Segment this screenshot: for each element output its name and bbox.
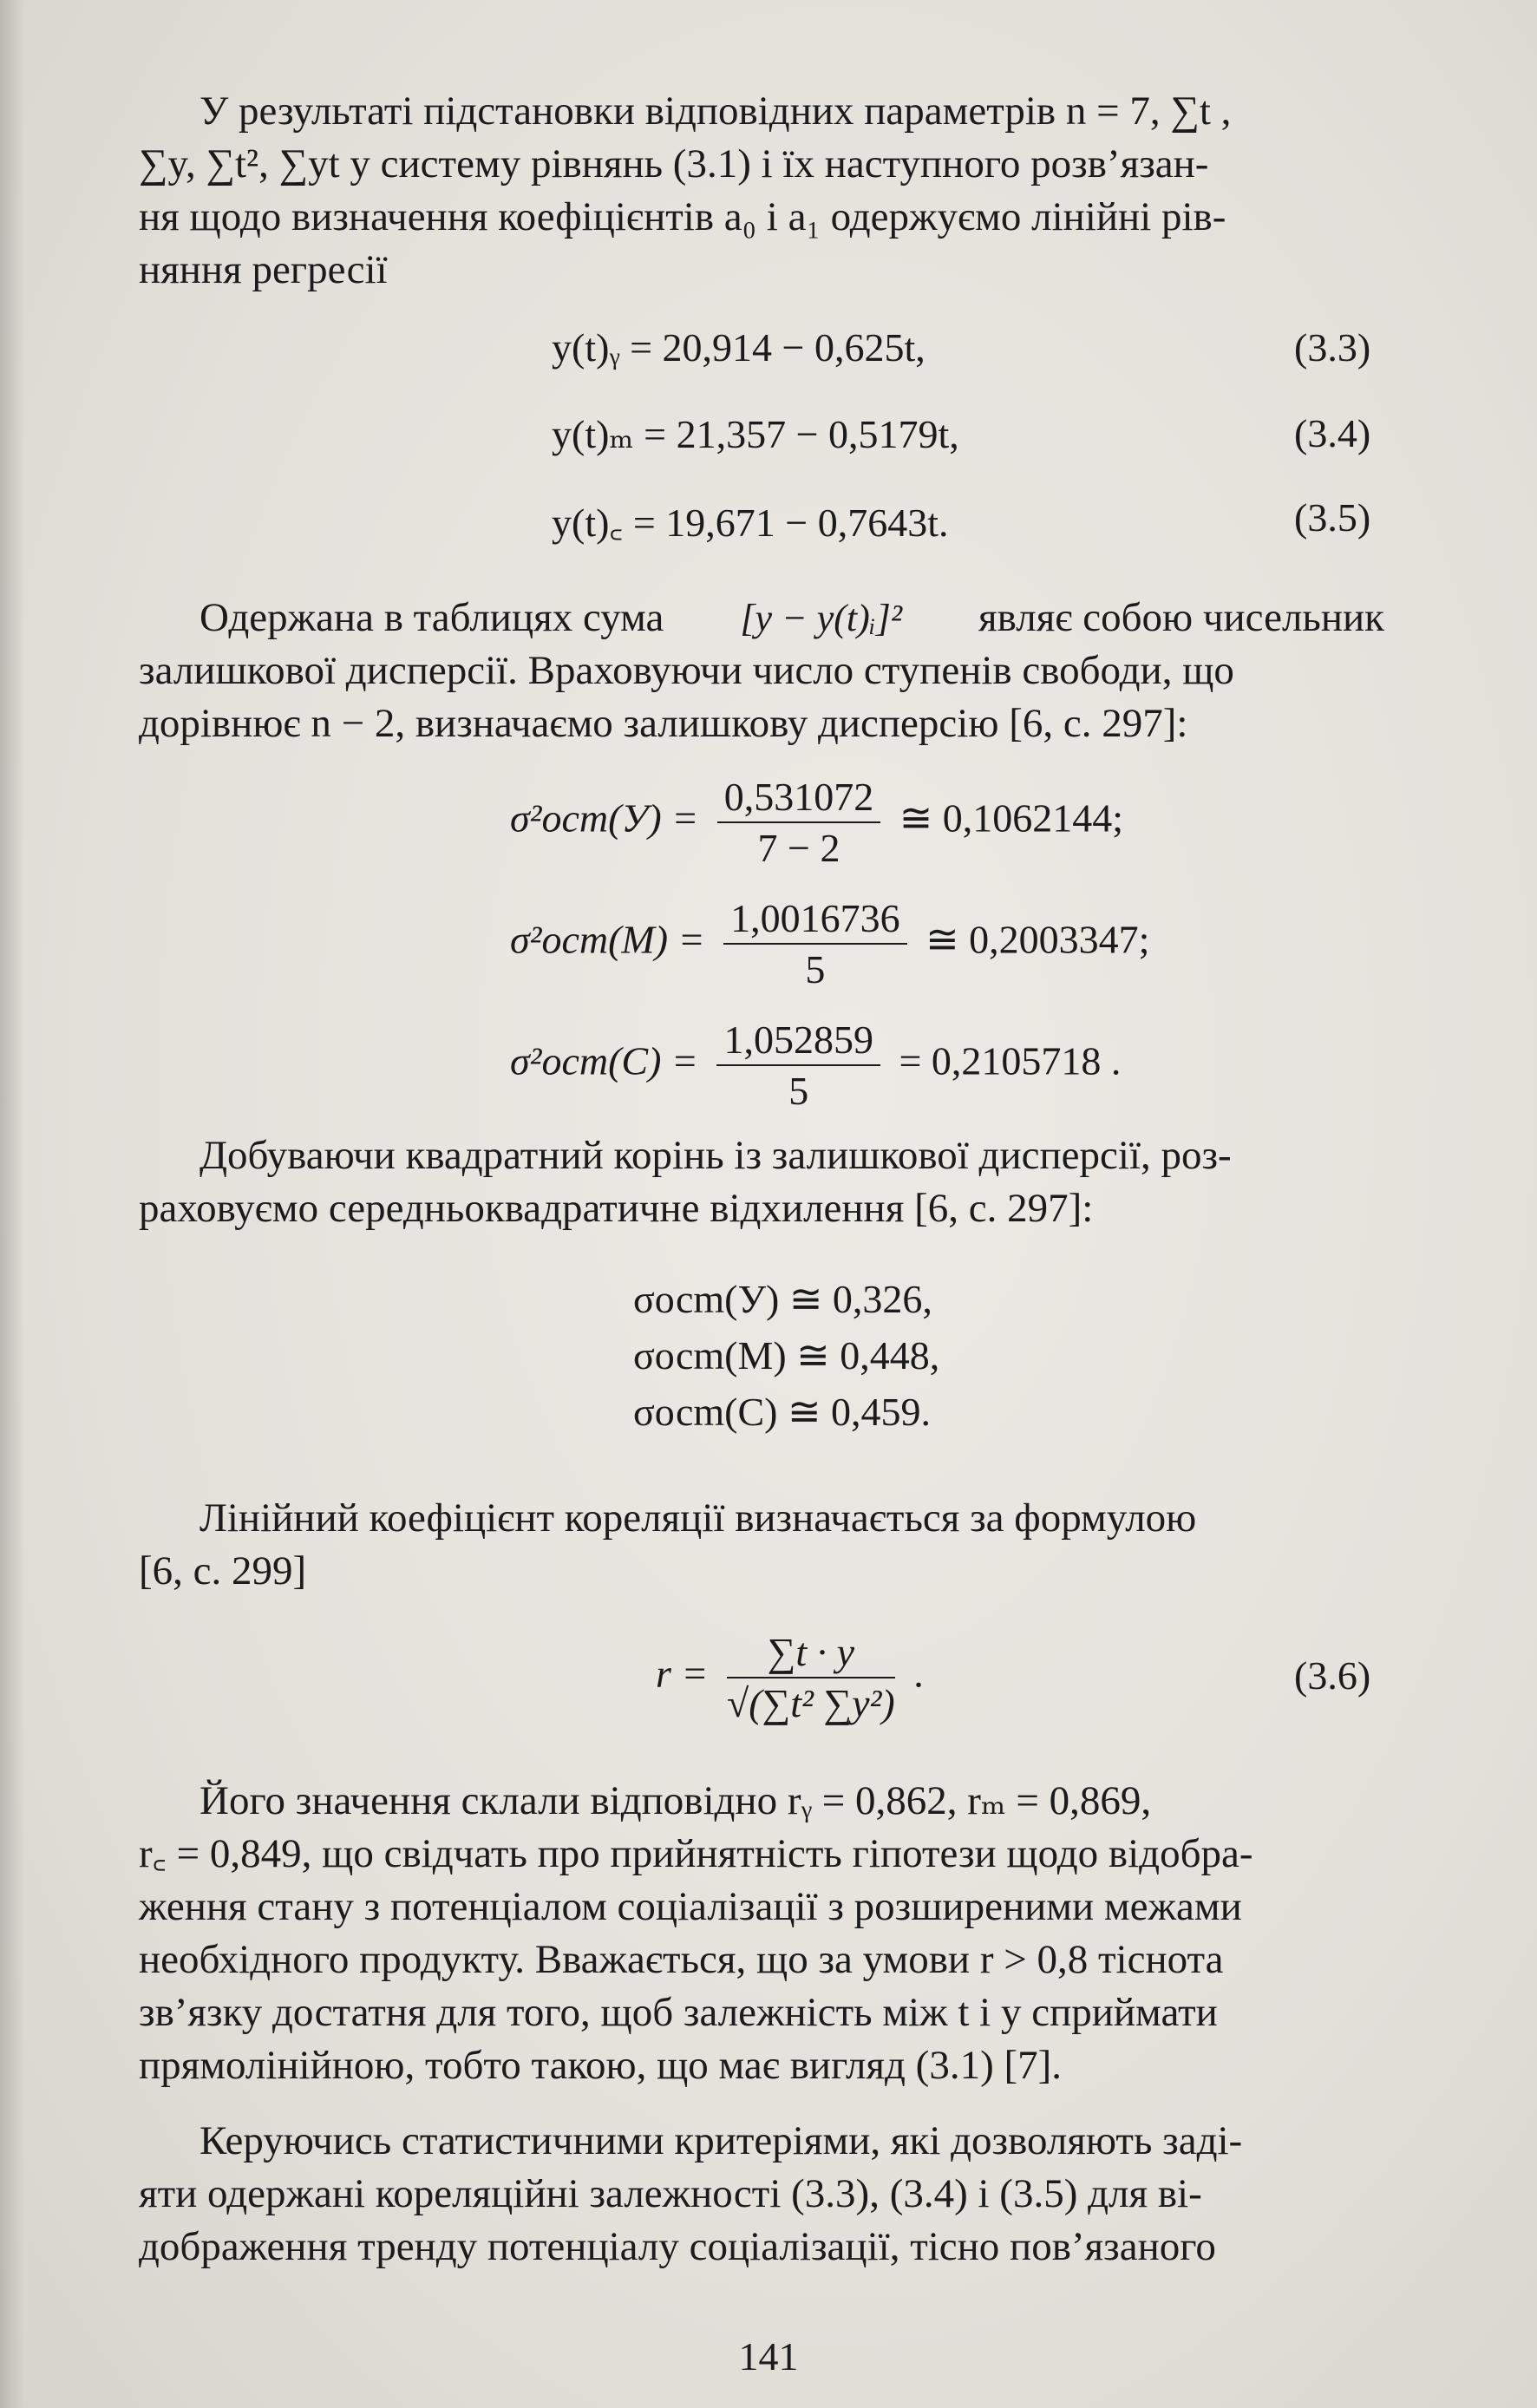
paragraph-5 [139, 1775, 1384, 2092]
p3-line-2: раховуємо середньоквадратичне відхилення [6, с. 297]: [139, 1186, 1094, 1231]
equation-number-3-6: (3.6) [1294, 1653, 1371, 1698]
equation-3-6-tail: . [913, 1651, 924, 1696]
p5-line-6: прямолінійною, тобто такою, що має вигляд (3.1) [7]. [139, 2043, 1063, 2088]
variance-y-result: ≅ 0,1062144; [899, 795, 1124, 841]
equation-number-3-3: (3.3) [1294, 325, 1371, 370]
equation-number-3-4: (3.4) [1294, 411, 1371, 455]
p5-line-3: ження стану з потенціалом соціалізації з розширеними межами [139, 1884, 1242, 1929]
p5-line-1: Його значення склали відповідно rᵧ = 0,862, rₘ = 0,869, [199, 1778, 1152, 1823]
equation-3-6-denominator: √(∑t² ∑y²) [726, 1681, 895, 1725]
equation-3-6-fraction [727, 1629, 895, 1726]
variance-m-numerator: 1,0016736 [723, 895, 907, 945]
variance-c-fraction [716, 1017, 880, 1114]
p2-line-2: залишкової дисперсії. Враховуючи число ступенів свободи, що [139, 648, 1234, 693]
p2-line-3: дорівнює n − 2, визначаємо залишкову дисперсію [6, с. 297]: [139, 701, 1188, 746]
variance-c [510, 1017, 1121, 1114]
equation-3-6 [656, 1629, 924, 1726]
p5-line-4: необхідного продукту. Вважається, що за умови r > 0,8 тіснота [139, 1937, 1224, 1982]
p4-line-1: Лінійний коефіцієнт кореляції визначається за формулою [199, 1495, 1197, 1541]
variance-y-fraction [717, 774, 881, 871]
p5-line-5: зв’язку достатня для того, щоб залежність між t і y сприймати [139, 1990, 1218, 2035]
variance-y-numerator: 0,531072 [717, 774, 881, 823]
equation-3-6-numerator: ∑t · y [727, 1629, 895, 1678]
p1-line-2: ∑y, ∑t², ∑yt у систему рівнянь (3.1) і їх наступного розв’язан- [139, 141, 1209, 186]
variance-c-lhs: σ²осm(С) = [510, 1038, 698, 1083]
p2-line-1-start: Одержана в таблицях сума [199, 595, 664, 640]
p3-line-1: Добуваючи квадратний корінь із залишкової дисперсії, роз- [199, 1133, 1232, 1178]
variance-y [510, 774, 1123, 871]
paragraph-4 [139, 1492, 1384, 1598]
std-dev-y: σосm(У) ≅ 0,326, [633, 1277, 932, 1321]
p1-line-4: няння регресії [139, 247, 388, 292]
p1-line-3: ня щодо визначення коефіцієнтів a₀ і a₁ одержуємо лінійні рів- [139, 194, 1226, 239]
std-dev-m: σосm(М) ≅ 0,448, [633, 1333, 940, 1377]
p2-line-1-end: являє собою чисельник [978, 595, 1384, 640]
variance-c-numerator: 1,052859 [716, 1017, 880, 1066]
std-dev-c: σосm(С) ≅ 0,459. [633, 1390, 932, 1434]
page-number: 141 [738, 2334, 799, 2379]
squared-residual-sum: [y − y(t)ᵢ]² [740, 597, 903, 639]
paragraph-3 [139, 1129, 1384, 1235]
p6-line-1: Керуючись статистичними критеріями, які дозволяють заді- [199, 2118, 1243, 2163]
equation-3-3: y(t)ᵧ = 20,914 − 0,625t, [552, 325, 925, 370]
paragraph-1 [139, 85, 1384, 297]
p5-line-2: r꜀ = 0,849, що свідчать про прийнятність гіпотези щодо відобра- [139, 1831, 1253, 1876]
variance-c-denominator: 5 [788, 1069, 809, 1113]
paragraph-2 [139, 592, 1384, 750]
equation-number-3-5: (3.5) [1294, 495, 1371, 540]
variance-m-lhs: σ²осm(М) = [510, 917, 705, 962]
variance-m-denominator: 5 [805, 947, 826, 991]
equation-3-4: y(t)ₘ = 21,357 − 0,5179t, [552, 412, 959, 456]
variance-m [510, 895, 1149, 992]
variance-c-result: = 0,2105718 . [899, 1038, 1122, 1083]
p6-line-2: яти одержані кореляційні залежності (3.3), (3.4) і (3.5) для ві- [139, 2171, 1202, 2216]
equation-3-6-lhs: r = [656, 1651, 709, 1696]
variance-m-fraction [723, 895, 907, 992]
variance-m-result: ≅ 0,2003347; [925, 917, 1150, 962]
equation-3-5: y(t)꜀ = 19,671 − 0,7643t. [552, 501, 949, 545]
variance-y-denominator: 7 − 2 [757, 826, 840, 870]
p4-line-2: [6, с. 299] [139, 1548, 307, 1593]
p1-line-1: У результаті підстановки відповідних параметрів n = 7, ∑t , [199, 88, 1232, 134]
paragraph-6 [139, 2115, 1384, 2274]
variance-y-lhs: σ²осm(У) = [510, 795, 699, 841]
p6-line-3: дображення тренду потенціалу соціалізації, тісно пов’язаного [139, 2224, 1216, 2269]
